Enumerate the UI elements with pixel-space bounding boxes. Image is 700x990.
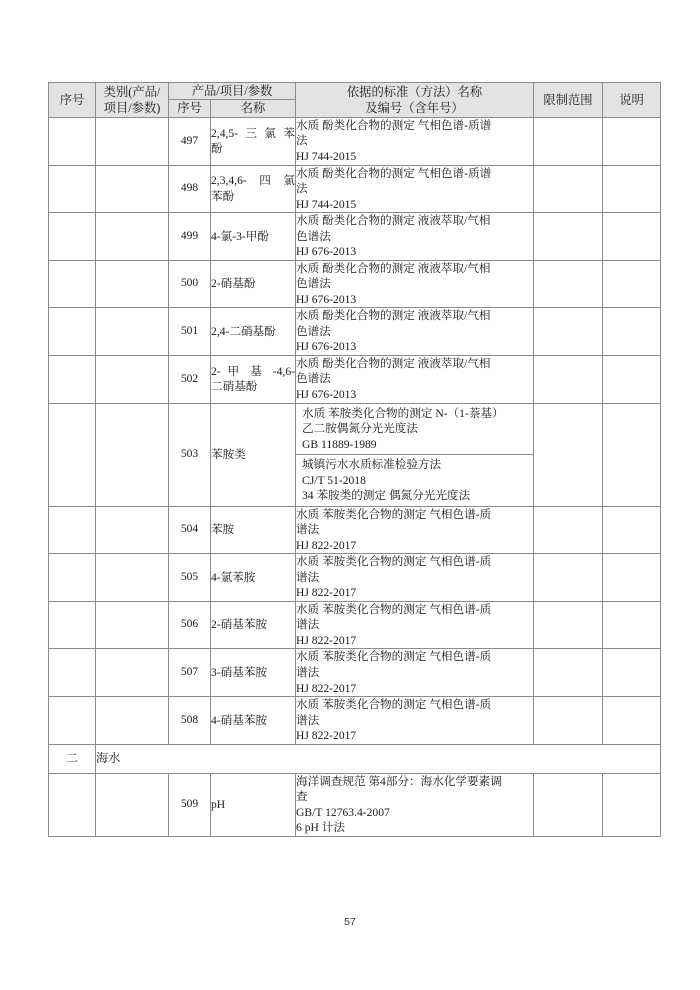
cell-seq <box>49 355 96 403</box>
standard-line: HJ 676-2013 <box>296 245 357 259</box>
standard-block-list <box>296 404 533 506</box>
column-header-limit-range: 限制范围 <box>534 83 603 118</box>
cell-product-name <box>211 117 296 165</box>
cell-seq <box>49 117 96 165</box>
column-header-note: 说明 <box>603 83 661 118</box>
table-row <box>49 506 661 554</box>
cell-product-name <box>211 355 296 403</box>
cell-note <box>603 601 661 649</box>
cell-seq <box>49 403 96 506</box>
cell-standard <box>296 649 534 697</box>
standard-line: GB 11889-1989 <box>302 437 377 451</box>
cell-note <box>603 213 661 261</box>
table-row <box>49 554 661 602</box>
standard-line: 谱法 <box>296 570 320 584</box>
cell-seq <box>49 697 96 745</box>
cell-note <box>603 649 661 697</box>
cell-product-name: 4-硝基苯胺 <box>211 697 296 745</box>
cell-product-name: 苯胺 <box>211 506 296 554</box>
standard-block-text <box>296 404 533 455</box>
cell-product-seq: 503 <box>169 403 211 506</box>
cell-limit-range <box>534 506 603 554</box>
column-header-standard <box>296 83 534 118</box>
table-row <box>49 601 661 649</box>
cell-note <box>603 355 661 403</box>
standard-line: HJ 744-2015 <box>296 150 357 163</box>
standard-line: HJ 822-2017 <box>296 586 357 600</box>
cell-seq <box>49 773 96 836</box>
cell-product-seq: 508 <box>169 697 211 745</box>
cell-limit-range <box>534 403 603 506</box>
section-row <box>49 744 661 773</box>
cell-category <box>96 601 169 649</box>
cell-limit-range <box>534 260 603 308</box>
cell-seq <box>49 213 96 261</box>
cell-seq <box>49 165 96 213</box>
cell-note <box>603 308 661 356</box>
standard-line: HJ 822-2017 <box>296 633 357 647</box>
standard-line: CJ/T 51-2018 <box>302 473 366 487</box>
cell-limit-range <box>534 355 603 403</box>
standard-line: HJ 822-2017 <box>296 729 357 743</box>
cell-limit-range <box>534 165 603 213</box>
cell-limit-range <box>534 697 603 745</box>
standard-line: 谱法 <box>296 523 320 537</box>
cell-note <box>603 403 661 506</box>
standard-line: 谱法 <box>296 713 320 727</box>
standard-block-text <box>296 455 533 506</box>
cell-standard <box>296 260 534 308</box>
column-header-category <box>96 83 169 118</box>
standard-line: 谱法 <box>296 666 320 679</box>
standard-line: HJ 676-2013 <box>296 292 357 306</box>
standard-line: 水质 苯胺类化合物的测定 N-（1-萘基） <box>302 406 504 420</box>
product-name-line: 2- 甲 基 -4,6- <box>211 364 295 378</box>
cell-product-name <box>211 165 296 213</box>
cell-category <box>96 403 169 506</box>
standard-line: 水质 苯胺类化合物的测定 气相色谱-质 <box>296 650 492 664</box>
cell-standard <box>296 355 534 403</box>
standard-line: 水质 酚类化合物的测定 液液萃取/气相 <box>296 309 491 323</box>
cell-standard <box>296 308 534 356</box>
cell-limit-range <box>534 213 603 261</box>
page-number: 57 <box>344 916 356 928</box>
cell-category <box>96 773 169 836</box>
cell-note <box>603 697 661 745</box>
standard-block <box>296 455 533 506</box>
standard-line: 色谱法 <box>296 229 331 243</box>
standard-line: 谱法 <box>296 618 320 632</box>
cell-product-seq: 500 <box>169 260 211 308</box>
cell-product-seq: 504 <box>169 506 211 554</box>
table-row <box>49 260 661 308</box>
cell-standard <box>296 403 534 506</box>
cell-standard <box>296 117 534 165</box>
cell-category <box>96 213 169 261</box>
cell-category <box>96 165 169 213</box>
product-name-line: 二硝基酚 <box>211 380 258 394</box>
table-row <box>49 308 661 356</box>
standard-line: 水质 酚类化合物的测定 气相色谱-质谱 <box>296 166 492 180</box>
cell-product-name: 2-硝基苯胺 <box>211 601 296 649</box>
standard-line: 水质 苯胺类化合物的测定 气相色谱-质 <box>296 507 492 521</box>
cell-limit-range <box>534 308 603 356</box>
column-header-category-line1: 类别(产品/ <box>103 84 161 99</box>
cell-product-seq: 501 <box>169 308 211 356</box>
cell-product-seq: 506 <box>169 601 211 649</box>
cell-category <box>96 506 169 554</box>
cell-seq <box>49 554 96 602</box>
cell-category <box>96 308 169 356</box>
standard-line: HJ 822-2017 <box>296 538 357 552</box>
cell-limit-range <box>534 117 603 165</box>
standard-line: 水质 苯胺类化合物的测定 气相色谱-质 <box>296 602 492 616</box>
cell-product-name: 4-氯苯胺 <box>211 554 296 602</box>
standard-line: 法 <box>296 134 308 148</box>
standard-line: 色谱法 <box>296 372 331 386</box>
column-header-standard-line2: 及编号（含年号） <box>365 100 464 115</box>
standard-line: GB/T 12763.4-2007 <box>296 805 390 819</box>
cell-category <box>96 649 169 697</box>
cell-product-name: 2,4-二硝基酚 <box>211 308 296 356</box>
cell-product-seq: 497 <box>169 117 211 165</box>
standard-line: 水质 酚类化合物的测定 液液萃取/气相 <box>296 261 491 275</box>
column-header-standard-line1: 依据的标准（方法）名称 <box>346 84 483 99</box>
cell-seq <box>49 506 96 554</box>
cell-standard <box>296 601 534 649</box>
table-row <box>49 773 661 836</box>
standard-line: 乙二胺偶氮分光光度法 <box>302 422 418 436</box>
cell-product-name: pH <box>211 773 296 836</box>
table-row <box>49 213 661 261</box>
cell-seq <box>49 260 96 308</box>
product-name-line: 2,3,4,6-四氯 <box>211 174 295 188</box>
standard-line: 城镇污水水质标准检验方法 <box>302 458 442 472</box>
standard-line: HJ 822-2017 <box>296 681 357 695</box>
cell-limit-range <box>534 601 603 649</box>
cell-product-seq: 499 <box>169 213 211 261</box>
cell-standard <box>296 506 534 554</box>
cell-product-seq: 502 <box>169 355 211 403</box>
table-header-row <box>49 83 661 100</box>
standard-line: 水质 酚类化合物的测定 液液萃取/气相 <box>296 214 491 228</box>
table-row <box>49 117 661 165</box>
cell-category <box>96 355 169 403</box>
cell-category <box>96 260 169 308</box>
product-name-line: 苯酚 <box>211 189 235 203</box>
cell-category <box>96 554 169 602</box>
certification-table-wrapper <box>48 82 660 837</box>
table-row <box>49 697 661 745</box>
standard-line: 色谱法 <box>296 277 331 291</box>
cell-note <box>603 260 661 308</box>
cell-seq <box>49 601 96 649</box>
cell-standard <box>296 554 534 602</box>
cell-product-name: 苯胺类 <box>211 403 296 506</box>
cell-product-name: 4-氯-3-甲酚 <box>211 213 296 261</box>
cell-product-seq: 507 <box>169 649 211 697</box>
product-name-line: 2,4,5-三氯苯 <box>211 126 295 140</box>
column-header-seq: 序号 <box>49 83 96 118</box>
cell-note <box>603 554 661 602</box>
standard-line: 水质 苯胺类化合物的测定 气相色谱-质 <box>296 698 492 712</box>
standard-line: 查 <box>296 790 308 804</box>
standard-block <box>296 404 533 455</box>
cell-note <box>603 773 661 836</box>
section-seq: 二 <box>49 744 96 773</box>
table-row <box>49 649 661 697</box>
cell-seq <box>49 649 96 697</box>
standard-line: HJ 676-2013 <box>296 340 357 354</box>
cell-product-name: 2-硝基酚 <box>211 260 296 308</box>
product-name-line: 酚 <box>211 142 223 156</box>
cell-limit-range <box>534 554 603 602</box>
cell-standard <box>296 213 534 261</box>
cell-standard <box>296 165 534 213</box>
table-row <box>49 355 661 403</box>
cell-standard <box>296 697 534 745</box>
column-header-product-name: 名称 <box>211 100 296 117</box>
cell-product-seq: 505 <box>169 554 211 602</box>
cell-note <box>603 165 661 213</box>
table-row <box>49 403 661 506</box>
standard-line: 水质 酚类化合物的测定 气相色谱-质谱 <box>296 118 492 132</box>
table-row <box>49 165 661 213</box>
cell-product-seq: 509 <box>169 773 211 836</box>
certification-scope-table <box>48 82 661 837</box>
section-name: 海水 <box>96 744 661 773</box>
column-header-product-seq: 序号 <box>169 100 211 117</box>
standard-line: 水质 酚类化合物的测定 液液萃取/气相 <box>296 356 491 370</box>
cell-limit-range <box>534 773 603 836</box>
cell-product-seq: 498 <box>169 165 211 213</box>
cell-note <box>603 506 661 554</box>
column-header-product-group: 产品/项目/参数 <box>169 83 296 100</box>
standard-line: 色谱法 <box>296 324 331 338</box>
cell-product-name: 3-硝基苯胺 <box>211 649 296 697</box>
standard-line: 6 pH 计法 <box>296 821 345 835</box>
cell-limit-range <box>534 649 603 697</box>
cell-category <box>96 697 169 745</box>
standard-line: HJ 676-2013 <box>296 387 357 401</box>
cell-note <box>603 117 661 165</box>
table-header <box>49 83 661 118</box>
cell-category <box>96 117 169 165</box>
standard-line: 水质 苯胺类化合物的测定 气相色谱-质 <box>296 555 492 569</box>
cell-standard <box>296 773 534 836</box>
standard-line: HJ 744-2015 <box>296 197 357 211</box>
standard-line: 海洋调查规范 第4部分：海水化学要素调 <box>296 774 502 788</box>
table-body <box>49 117 661 836</box>
column-header-category-line2: 项目/参数) <box>103 100 161 115</box>
standard-line: 法 <box>296 182 308 196</box>
cell-seq <box>49 308 96 356</box>
standard-line: 34 苯胺类的测定 偶氮分光光度法 <box>302 489 471 503</box>
